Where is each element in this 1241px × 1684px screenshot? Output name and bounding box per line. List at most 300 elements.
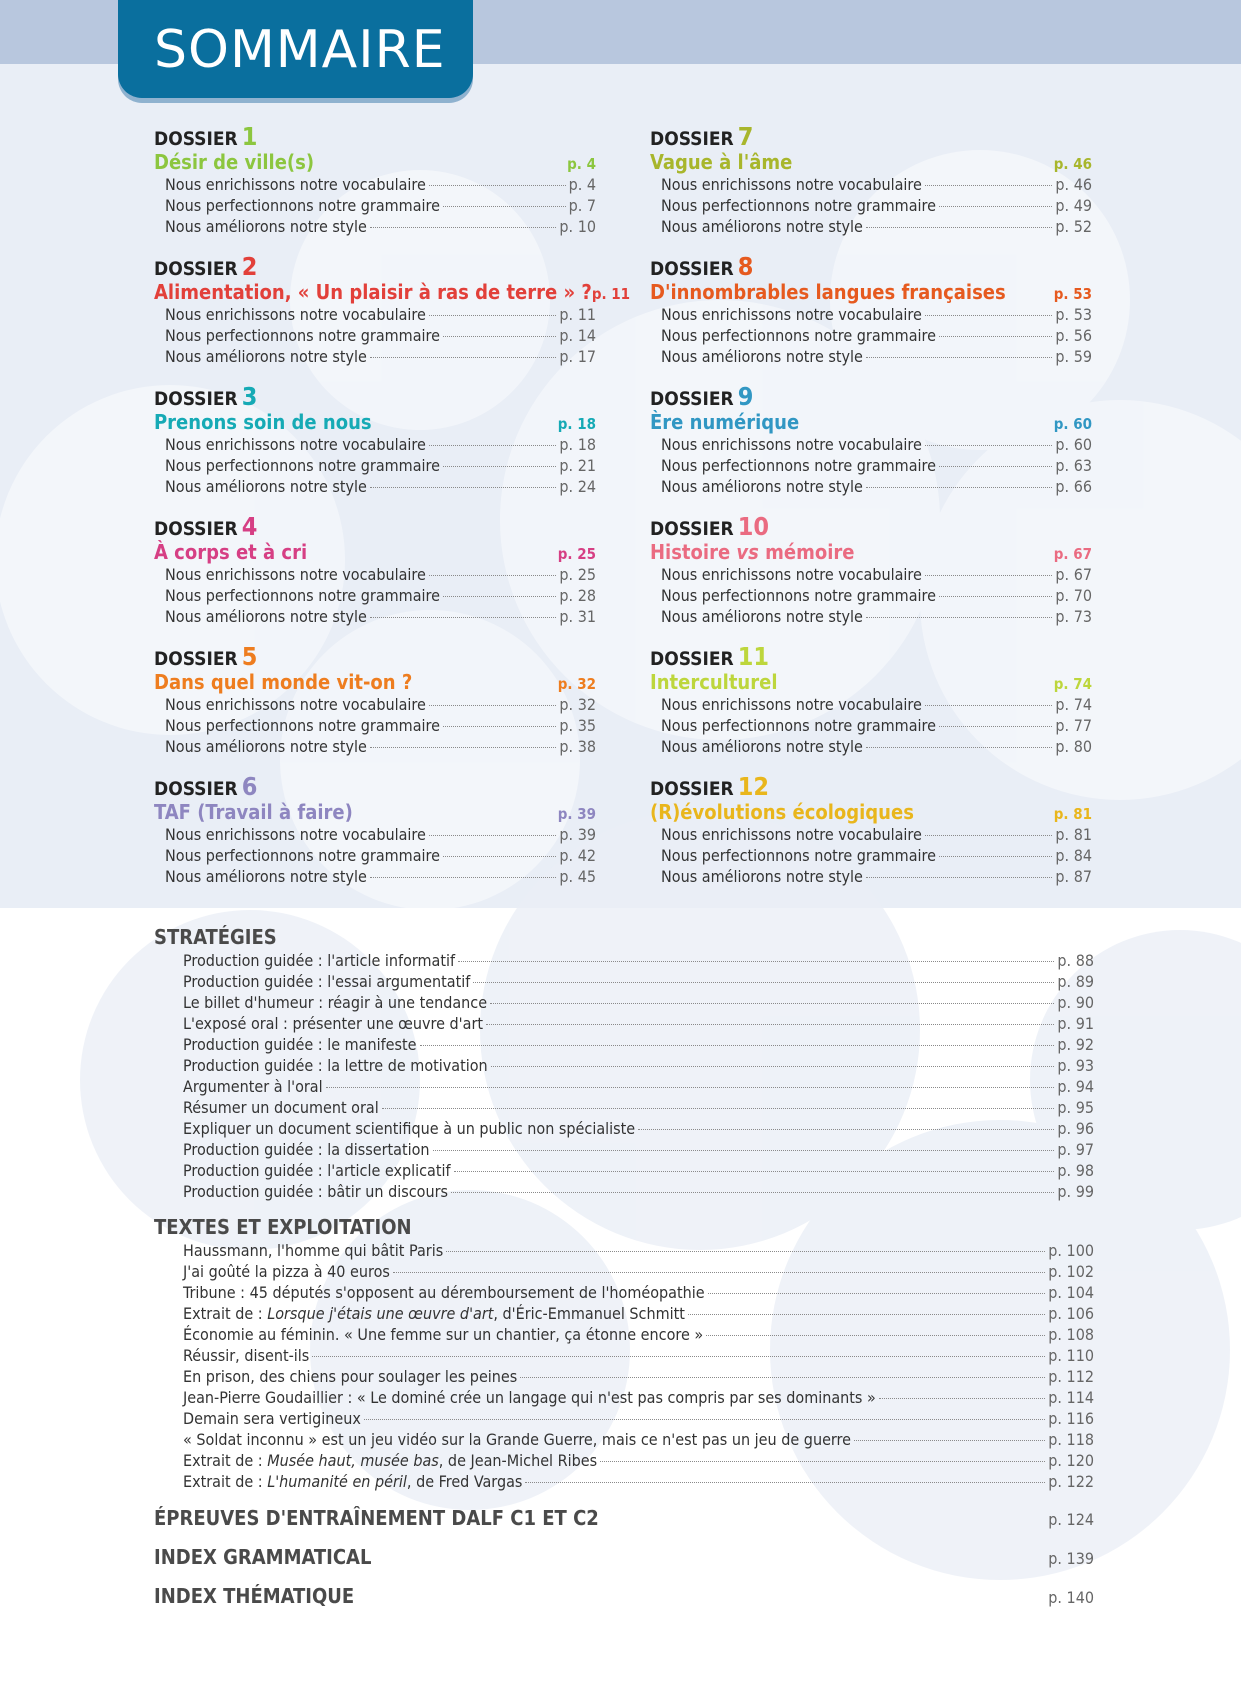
- toc-row-page: p. 116: [1048, 1409, 1094, 1428]
- toc-row[interactable]: [183, 1160, 1094, 1181]
- leader-dots: [939, 856, 1052, 857]
- dossier-title-italic: vs: [736, 540, 759, 564]
- toc-row[interactable]: [165, 564, 596, 585]
- toc-row-page: p. 14: [559, 326, 596, 345]
- dossier-title-part: Histoire: [650, 540, 737, 564]
- toc-row[interactable]: [661, 304, 1092, 325]
- dossier-label: [154, 644, 596, 670]
- dossier-items: [165, 434, 596, 497]
- toc-row-label: Nous perfectionnons notre grammaire: [661, 326, 936, 345]
- toc-row-page: p. 89: [1057, 972, 1094, 991]
- toc-row-label: Tribune : 45 députés s'opposent au déremboursement de l'homéopathie: [183, 1283, 705, 1302]
- dossier-title-row[interactable]: [650, 280, 1092, 304]
- leader-dots: [688, 1314, 1045, 1315]
- strategies-title: STRATÉGIES: [154, 925, 277, 949]
- toc-row-italic: Musée haut, musée bas: [267, 1451, 439, 1470]
- leader-dots: [370, 877, 556, 878]
- dossier-title: (R)évolutions écologiques: [650, 800, 914, 824]
- toc-row[interactable]: [661, 174, 1092, 195]
- toc-row-prefix: Extrait de :: [183, 1451, 268, 1470]
- textes-title: TEXTES ET EXPLOITATION: [154, 1215, 412, 1239]
- toc-row-label: Nous enrichissons notre vocabulaire: [661, 565, 922, 584]
- dossier-page: p. 81: [1053, 805, 1092, 823]
- toc-row[interactable]: [183, 1013, 1094, 1034]
- toc-row-label: Nous enrichissons notre vocabulaire: [165, 175, 426, 194]
- dossier-title: Ère numérique: [650, 410, 800, 434]
- leader-dots: [939, 206, 1052, 207]
- toc-row-page: p. 31: [559, 607, 596, 626]
- toc-row-label: Nous améliorons notre style: [661, 737, 863, 756]
- toc-row[interactable]: [661, 694, 1092, 715]
- leader-dots: [638, 1129, 1054, 1130]
- toc-row[interactable]: [183, 1240, 1094, 1261]
- dossier-title: À corps et à cri: [154, 540, 308, 564]
- toc-row-page: p. 11: [559, 305, 596, 324]
- toc-row-label: Nous améliorons notre style: [661, 217, 863, 236]
- dossier-page: p. 11: [591, 285, 631, 303]
- leader-dots: [433, 1150, 1055, 1151]
- toc-row-page: p. 94: [1057, 1077, 1094, 1096]
- toc-row[interactable]: [183, 971, 1094, 992]
- toc-row-page: p. 106: [1048, 1304, 1094, 1323]
- leader-dots: [939, 596, 1052, 597]
- index-thematique-title: INDEX THÉMATIQUE: [154, 1584, 355, 1608]
- toc-row[interactable]: [183, 1181, 1094, 1202]
- leader-dots: [525, 1482, 1045, 1483]
- dossier-page: p. 46: [1053, 155, 1092, 173]
- toc-row-page: p. 74: [1055, 695, 1092, 714]
- dossier-page: p. 74: [1053, 675, 1092, 693]
- toc-row-page: p. 97: [1057, 1140, 1094, 1159]
- toc-row-page: p. 46: [1055, 175, 1092, 194]
- toc-row-label: Nous perfectionnons notre grammaire: [165, 586, 440, 605]
- toc-row-label: Production guidée : bâtir un discours: [183, 1182, 449, 1201]
- dossier-label: [154, 774, 596, 800]
- toc-row-label: Production guidée : l'article informatif: [183, 951, 456, 970]
- leader-dots: [458, 961, 1054, 962]
- toc-row-page: p. 70: [1055, 586, 1092, 605]
- toc-row[interactable]: [661, 325, 1092, 346]
- toc-row[interactable]: [183, 992, 1094, 1013]
- leader-dots: [520, 1377, 1045, 1378]
- toc-row-label: [183, 1450, 597, 1471]
- leader-dots: [370, 747, 556, 748]
- leader-dots: [370, 617, 556, 618]
- leader-dots: [854, 1440, 1045, 1441]
- dossier-number: 1: [241, 122, 258, 151]
- toc-row-label: Nous perfectionnons notre grammaire: [165, 326, 440, 345]
- toc-row[interactable]: [183, 1034, 1094, 1055]
- toc-row-label: En prison, des chiens pour soulager les peines: [183, 1367, 518, 1386]
- toc-row-page: p. 59: [1055, 347, 1092, 366]
- toc-row-page: p. 38: [559, 737, 596, 756]
- toc-row-label: Production guidée : la lettre de motivation: [183, 1056, 488, 1075]
- leader-dots: [925, 705, 1053, 706]
- dossier-page: p. 32: [557, 675, 596, 693]
- leader-dots: [866, 877, 1052, 878]
- leader-dots: [312, 1356, 1045, 1357]
- toc-row[interactable]: [183, 1429, 1094, 1450]
- toc-row-page: p. 35: [559, 716, 596, 735]
- toc-row-label: Nous perfectionnons notre grammaire: [661, 456, 936, 475]
- toc-row[interactable]: [183, 1139, 1094, 1160]
- toc-row[interactable]: [165, 845, 596, 866]
- leader-dots: [370, 227, 556, 228]
- dossier-title-row[interactable]: [154, 150, 596, 174]
- toc-row-page: p. 95: [1057, 1098, 1094, 1117]
- toc-row-label: Nous améliorons notre style: [661, 347, 863, 366]
- toc-row[interactable]: [165, 694, 596, 715]
- dossier-title: Alimentation, « Un plaisir à ras de terre » ?: [154, 280, 592, 304]
- toc-row-page: p. 102: [1048, 1262, 1094, 1281]
- leader-dots: [443, 206, 566, 207]
- toc-row[interactable]: [183, 1450, 1094, 1471]
- toc-row-page: p. 100: [1048, 1241, 1094, 1260]
- toc-row[interactable]: [661, 585, 1092, 606]
- toc-row-label: Nous enrichissons notre vocabulaire: [165, 305, 426, 324]
- dossier-title-row[interactable]: [650, 540, 1092, 564]
- toc-row-label: Jean-Pierre Goudaillier : « Le dominé crée un langage qui n'est pas compris par ses dominants »: [183, 1388, 876, 1407]
- toc-row[interactable]: [661, 564, 1092, 585]
- dossier-items: [165, 694, 596, 757]
- dossier-block: [650, 514, 1092, 644]
- dossier-label: [650, 644, 1092, 670]
- dossier-page: p. 67: [1053, 545, 1092, 563]
- toc-row-label: Nous améliorons notre style: [661, 607, 863, 626]
- toc-row-label: J'ai goûté la pizza à 40 euros: [183, 1262, 390, 1281]
- index-grammatical-entry[interactable]: [154, 1544, 1094, 1570]
- dossier-page: p. 53: [1053, 285, 1092, 303]
- dossier-title: Dans quel monde vit-on ?: [154, 670, 413, 694]
- dossier-block: [650, 774, 1092, 904]
- toc-row[interactable]: [165, 434, 596, 455]
- toc-row[interactable]: [183, 1366, 1094, 1387]
- toc-row[interactable]: [661, 606, 1092, 627]
- toc-row[interactable]: [661, 845, 1092, 866]
- dossier-page: p. 4: [567, 155, 596, 173]
- dossier-block: [154, 124, 596, 254]
- toc-row[interactable]: [661, 455, 1092, 476]
- dossier-items: [661, 694, 1092, 757]
- toc-row[interactable]: [165, 195, 596, 216]
- toc-row-prefix: Extrait de :: [183, 1304, 268, 1323]
- toc-row-label: Nous améliorons notre style: [661, 477, 863, 496]
- strategies-list: [183, 950, 1094, 1202]
- toc-row[interactable]: [183, 1282, 1094, 1303]
- toc-row-label: Nous enrichissons notre vocabulaire: [661, 175, 922, 194]
- toc-row-label: Production guidée : l'article explicatif: [183, 1161, 451, 1180]
- dossier-number: 6: [241, 772, 258, 801]
- dossier-block: [650, 644, 1092, 774]
- toc-row[interactable]: [183, 1324, 1094, 1345]
- strategies-section: [154, 924, 1094, 1202]
- toc-row-page: p. 39: [559, 825, 596, 844]
- dossier-title-row[interactable]: [650, 410, 1092, 434]
- dossier-title-row[interactable]: [650, 670, 1092, 694]
- dossier-items: [661, 824, 1092, 887]
- dossier-number: 10: [737, 512, 770, 541]
- toc-row-page: p. 17: [559, 347, 596, 366]
- dossier-number: 11: [737, 642, 770, 671]
- dossier-title-row[interactable]: [650, 800, 1092, 824]
- dossier-page: p. 39: [557, 805, 596, 823]
- toc-row-label: L'exposé oral : présenter une œuvre d'art: [183, 1014, 484, 1033]
- toc-row-label: Expliquer un document scientifique à un public non spécialiste: [183, 1119, 636, 1138]
- dossier-label: [154, 384, 596, 410]
- textes-section: [154, 1214, 1094, 1492]
- dossier-title: Désir de ville(s): [154, 150, 315, 174]
- dossier-title-row[interactable]: [154, 410, 596, 434]
- epreuves-title: ÉPREUVES D'ENTRAÎNEMENT DALF C1 ET C2: [154, 1506, 599, 1530]
- leader-dots: [443, 466, 556, 467]
- toc-row-page: p. 96: [1057, 1119, 1094, 1138]
- dossier-label: [154, 514, 596, 540]
- leader-dots: [443, 856, 556, 857]
- toc-row-label: Nous perfectionnons notre grammaire: [661, 586, 936, 605]
- toc-row-page: p. 10: [559, 217, 596, 236]
- toc-row[interactable]: [165, 476, 596, 497]
- leader-dots: [454, 1171, 1055, 1172]
- toc-row-label: Nous perfectionnons notre grammaire: [661, 846, 936, 865]
- toc-row-page: p. 53: [1055, 305, 1092, 324]
- toc-row[interactable]: [183, 1261, 1094, 1282]
- dossier-label-text: DOSSIER: [154, 388, 238, 410]
- leader-dots: [451, 1192, 1054, 1193]
- dossier-label: [650, 124, 1092, 150]
- dossier-title-row[interactable]: [154, 540, 596, 564]
- dossier-label-text: DOSSIER: [154, 648, 238, 670]
- toc-row[interactable]: [165, 346, 596, 367]
- toc-row-italic: Lorsque j'étais une œuvre d'art: [267, 1304, 494, 1323]
- toc-row-page: p. 42: [559, 846, 596, 865]
- toc-row-label: « Soldat inconnu » est un jeu vidéo sur la Grande Guerre, mais ce n'est pas un jeu de guerre: [183, 1430, 851, 1449]
- toc-row[interactable]: [183, 1076, 1094, 1097]
- toc-row[interactable]: [165, 606, 596, 627]
- leader-dots: [486, 1024, 1054, 1025]
- toc-row-page: p. 114: [1048, 1388, 1094, 1407]
- leader-dots: [706, 1335, 1045, 1336]
- toc-row-page: p. 25: [559, 565, 596, 584]
- dossier-items: [165, 564, 596, 627]
- toc-row[interactable]: [661, 736, 1092, 757]
- toc-row-page: p. 45: [559, 867, 596, 886]
- toc-row[interactable]: [165, 325, 596, 346]
- toc-row-label: Résumer un document oral: [183, 1098, 379, 1117]
- index-grammatical-title: INDEX GRAMMATICAL: [154, 1545, 372, 1569]
- dossier-block: [154, 252, 631, 384]
- dossier-block: [650, 124, 1092, 254]
- dossier-title: Prenons soin de nous: [154, 410, 372, 434]
- toc-row-page: p. 108: [1048, 1325, 1094, 1344]
- leader-dots: [939, 726, 1052, 727]
- dossier-items: [165, 174, 596, 237]
- dossier-items: [661, 434, 1092, 497]
- toc-row[interactable]: [183, 1303, 1094, 1324]
- leader-dots: [490, 1003, 1054, 1004]
- toc-row-label: Nous perfectionnons notre grammaire: [165, 196, 440, 215]
- toc-row[interactable]: [183, 1387, 1094, 1408]
- toc-row-label: Nous améliorons notre style: [165, 607, 367, 626]
- dossier-label-text: DOSSIER: [650, 518, 734, 540]
- toc-row[interactable]: [165, 174, 596, 195]
- toc-row-label: Argumenter à l'oral: [183, 1077, 323, 1096]
- dossier-number: 4: [241, 512, 258, 541]
- dossiers-left-column: [154, 122, 631, 904]
- leader-dots: [925, 835, 1053, 836]
- dossier-number: 3: [241, 382, 258, 411]
- leader-dots: [866, 227, 1052, 228]
- toc-row-label: Économie au féminin. « Une femme sur un chantier, ça étonne encore »: [183, 1325, 704, 1344]
- toc-row-page: p. 66: [1055, 477, 1092, 496]
- leader-dots: [708, 1293, 1046, 1294]
- dossier-title: D'innombrables langues françaises: [650, 280, 1006, 304]
- toc-row[interactable]: [165, 866, 596, 887]
- dossier-block: [154, 644, 596, 774]
- leader-dots: [443, 336, 556, 337]
- toc-row[interactable]: [661, 866, 1092, 887]
- dossier-items: [661, 304, 1092, 367]
- toc-row-label: Production guidée : l'essai argumentatif: [183, 972, 471, 991]
- toc-row[interactable]: [183, 1345, 1094, 1366]
- dossier-number: 12: [737, 772, 770, 801]
- leader-dots: [429, 445, 557, 446]
- dossier-block: [650, 384, 1092, 514]
- toc-row-page: p. 77: [1055, 716, 1092, 735]
- toc-row-page: p. 112: [1048, 1367, 1094, 1386]
- dossier-block: [154, 774, 596, 904]
- dossier-block: [154, 514, 596, 644]
- toc-row[interactable]: [165, 736, 596, 757]
- toc-row-page: p. 84: [1055, 846, 1092, 865]
- dossier-label-text: DOSSIER: [650, 128, 734, 150]
- leader-dots: [429, 185, 566, 186]
- toc-row[interactable]: [661, 476, 1092, 497]
- toc-row[interactable]: [183, 1118, 1094, 1139]
- toc-row[interactable]: [183, 1055, 1094, 1076]
- leader-dots: [939, 466, 1052, 467]
- toc-row-page: p. 67: [1055, 565, 1092, 584]
- dossier-label-text: DOSSIER: [154, 518, 238, 540]
- toc-row-label: Nous améliorons notre style: [165, 477, 367, 496]
- dossier-label: [650, 384, 1092, 410]
- toc-row[interactable]: [661, 715, 1092, 736]
- dossier-items: [661, 174, 1092, 237]
- toc-row-italic: L'humanité en péril: [267, 1472, 407, 1491]
- leader-dots: [429, 835, 557, 836]
- dossier-block: [154, 384, 596, 514]
- toc-row-label: Haussmann, l'homme qui bâtit Paris: [183, 1241, 444, 1260]
- toc-row-page: p. 92: [1057, 1035, 1094, 1054]
- toc-row-label: Nous perfectionnons notre grammaire: [165, 716, 440, 735]
- toc-row-page: p. 91: [1057, 1014, 1094, 1033]
- toc-row[interactable]: [183, 1408, 1094, 1429]
- toc-row-label: Nous perfectionnons notre grammaire: [661, 196, 936, 215]
- toc-row[interactable]: [661, 195, 1092, 216]
- toc-row[interactable]: [183, 950, 1094, 971]
- toc-row-page: p. 110: [1048, 1346, 1094, 1365]
- dossier-page: p. 25: [557, 545, 596, 563]
- toc-row[interactable]: [165, 216, 596, 237]
- dossier-title-part: mémoire: [758, 540, 855, 564]
- leader-dots: [866, 357, 1052, 358]
- dossier-items: [165, 304, 596, 367]
- dossier-title: [650, 540, 854, 564]
- toc-row[interactable]: [183, 1097, 1094, 1118]
- toc-row-prefix: Extrait de :: [183, 1472, 268, 1491]
- leader-dots: [429, 315, 557, 316]
- toc-row-label: Production guidée : la dissertation: [183, 1140, 430, 1159]
- sommaire-tab: [118, 0, 473, 98]
- toc-row[interactable]: [661, 824, 1092, 845]
- toc-row-label: Nous améliorons notre style: [165, 867, 367, 886]
- toc-row[interactable]: [165, 304, 596, 325]
- toc-row[interactable]: [661, 216, 1092, 237]
- dossier-title: Vague à l'âme: [650, 150, 793, 174]
- dossier-title-row[interactable]: [154, 670, 596, 694]
- leader-dots: [420, 1045, 1055, 1046]
- dossier-page: p. 60: [1053, 415, 1092, 433]
- toc-row-page: p. 80: [1055, 737, 1092, 756]
- toc-row-page: p. 98: [1057, 1161, 1094, 1180]
- toc-row-page: p. 90: [1057, 993, 1094, 1012]
- dossier-label: [154, 254, 596, 280]
- toc-row-label: Nous perfectionnons notre grammaire: [165, 456, 440, 475]
- dossiers-right-column: [650, 124, 1092, 904]
- toc-row[interactable]: [165, 585, 596, 606]
- toc-row-suffix: , de Jean-Michel Ribes: [438, 1451, 598, 1470]
- toc-row-page: p. 56: [1055, 326, 1092, 345]
- leader-dots: [473, 982, 1054, 983]
- leader-dots: [443, 596, 556, 597]
- toc-row[interactable]: [165, 455, 596, 476]
- toc-row-page: p. 7: [568, 196, 596, 215]
- dossier-items: [661, 564, 1092, 627]
- toc-row[interactable]: [165, 824, 596, 845]
- dossier-title-row[interactable]: [650, 150, 1092, 174]
- leader-dots: [364, 1419, 1045, 1420]
- toc-row-suffix: , de Fred Vargas: [406, 1472, 523, 1491]
- index-thematique-page: p. 140: [1048, 1588, 1094, 1607]
- toc-row-label: Nous enrichissons notre vocabulaire: [661, 825, 922, 844]
- toc-row-page: p. 60: [1055, 435, 1092, 454]
- toc-row[interactable]: [661, 346, 1092, 367]
- toc-row-label: Production guidée : le manifeste: [183, 1035, 417, 1054]
- dossier-label: [650, 254, 1092, 280]
- toc-row-label: Nous perfectionnons notre grammaire: [661, 716, 936, 735]
- dossier-title-row[interactable]: [154, 800, 596, 824]
- toc-row[interactable]: [183, 1471, 1094, 1492]
- leader-dots: [443, 726, 556, 727]
- toc-row-page: p. 28: [559, 586, 596, 605]
- index-grammatical-page: p. 139: [1048, 1549, 1094, 1568]
- leader-dots: [866, 747, 1052, 748]
- toc-row[interactable]: [661, 434, 1092, 455]
- dossier-title-row[interactable]: [154, 280, 631, 304]
- leader-dots: [925, 575, 1053, 576]
- toc-row-page: p. 93: [1057, 1056, 1094, 1075]
- dossier-title: TAF (Travail à faire): [154, 800, 353, 824]
- index-thematique-entry[interactable]: [154, 1583, 1094, 1609]
- textes-list: [183, 1240, 1094, 1492]
- page-title: SOMMAIRE: [154, 20, 446, 80]
- dossier-number: 9: [737, 382, 754, 411]
- toc-row[interactable]: [165, 715, 596, 736]
- epreuves-entry[interactable]: [154, 1505, 1094, 1531]
- toc-row-label: Nous enrichissons notre vocabulaire: [165, 695, 426, 714]
- leader-dots: [382, 1108, 1055, 1109]
- leader-dots: [491, 1066, 1055, 1067]
- leader-dots: [939, 336, 1052, 337]
